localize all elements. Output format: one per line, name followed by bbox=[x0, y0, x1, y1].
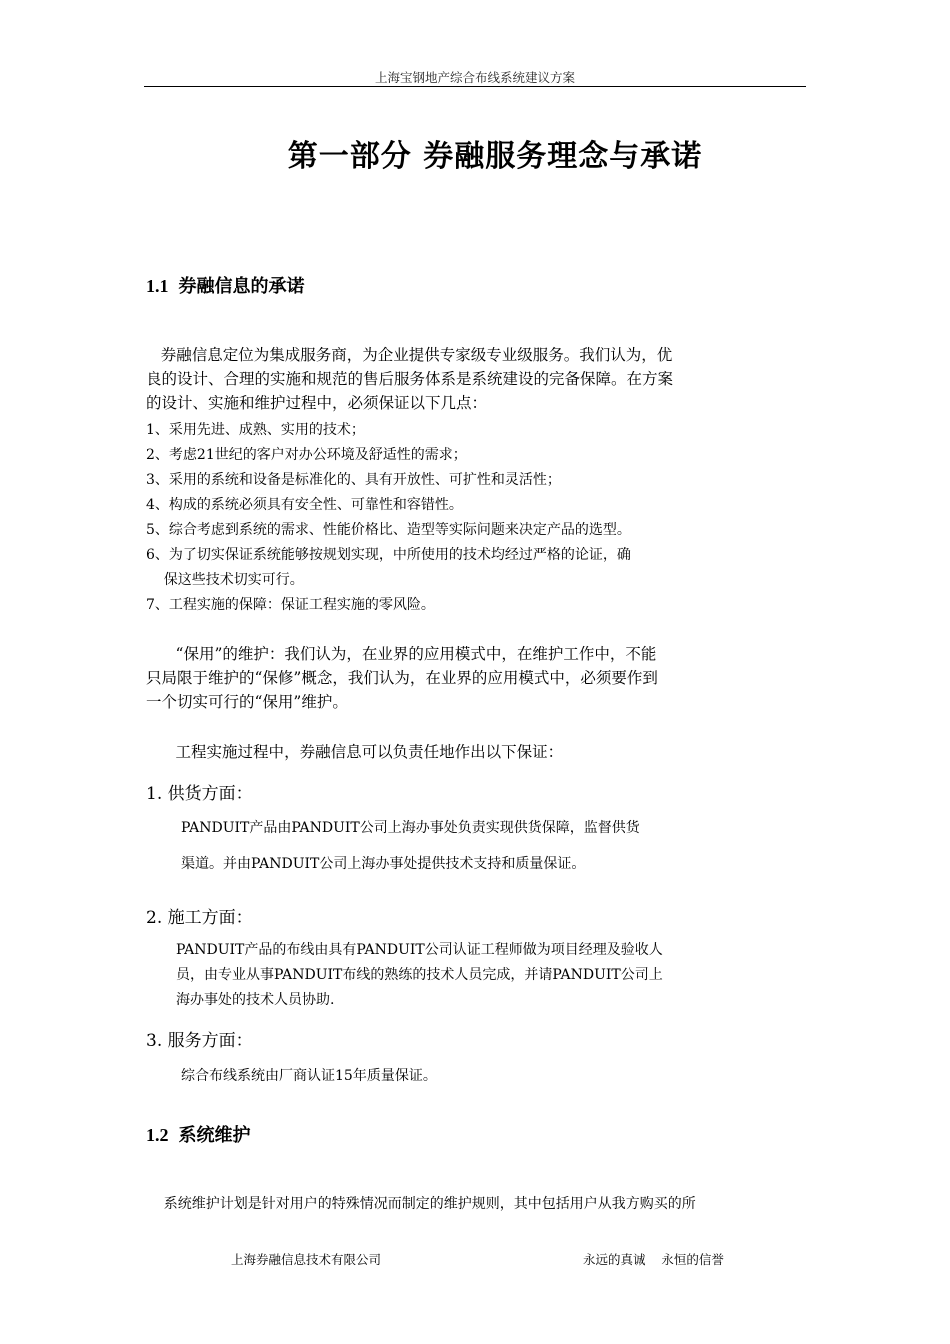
list-item: 7、工程实施的保障：保证工程实施的零风险。 bbox=[146, 597, 435, 613]
list-item: 1、采用先进、成熟、实用的技术； bbox=[146, 422, 365, 438]
section-2-title: 系统维护 bbox=[178, 1125, 251, 1146]
footer-slogan: 永远的真诚 永恒的信誉 bbox=[583, 1252, 724, 1267]
maintenance-line: 只局限于维护的“保修”概念，我们认为，在业界的应用模式中，必须要作到 bbox=[146, 669, 658, 687]
item-heading: 1. 供货方面： bbox=[146, 784, 253, 804]
intro-line: 券融信息定位为集成服务商，为企业提供专家级专业级服务。我们认为，优 bbox=[146, 346, 673, 364]
item-body-line: 渠道。并由PANDUIT公司上海办事处提供技术支持和质量保证。 bbox=[181, 856, 586, 872]
list-item: 3、采用的系统和设备是标准化的、具有开放性、可扩性和灵活性； bbox=[146, 472, 561, 488]
footer-company: 上海券融信息技术有限公司 bbox=[231, 1252, 382, 1267]
guarantee-intro: 工程实施过程中，券融信息可以负责任地作出以下保证： bbox=[146, 743, 564, 761]
section-2-number: 1.2 bbox=[146, 1125, 169, 1145]
maintenance-line: “保用”的维护：我们认为，在业界的应用模式中，在维护工作中，不能 bbox=[146, 645, 657, 663]
list-item: 2、考虑21世纪的客户对办公环境及舒适性的需求； bbox=[146, 447, 467, 463]
list-item: 4、构成的系统必须具有安全性、可靠性和容错性。 bbox=[146, 497, 463, 513]
item-body-line: PANDUIT产品的布线由具有PANDUIT公司认证工程师做为项目经理及验收人 bbox=[176, 942, 663, 958]
section-1-number: 1.1 bbox=[146, 276, 169, 296]
section-2-heading bbox=[146, 1121, 251, 1147]
section-2-text: 系统维护计划是针对用户的特殊情况而制定的维护规则，其中包括用户从我方购买的所 bbox=[146, 1196, 696, 1212]
part-title: 第一部分 券融服务理念与承诺 bbox=[287, 139, 703, 174]
maintenance-line: 一个切实可行的“保用”维护。 bbox=[146, 693, 348, 711]
item-body-line: 综合布线系统由厂商认证15年质量保证。 bbox=[181, 1068, 437, 1084]
item-body-line: 员，由专业从事PANDUIT布线的熟练的技术人员完成，并请PANDUIT公司上 bbox=[176, 967, 663, 983]
section-1-heading bbox=[146, 272, 305, 298]
intro-line: 的设计、实施和维护过程中，必须保证以下几点： bbox=[146, 394, 488, 412]
item-body-line: PANDUIT产品由PANDUIT公司上海办事处负责实现供货保障，监督供货 bbox=[181, 820, 640, 836]
list-item: 保这些技术切实可行。 bbox=[146, 572, 304, 588]
header-divider bbox=[144, 86, 806, 87]
item-heading: 3. 服务方面： bbox=[146, 1031, 253, 1051]
item-body-line: 海办事处的技术人员协助. bbox=[176, 992, 335, 1008]
list-item: 6、为了切实保证系统能够按规划实现，中所使用的技术均经过严格的论证，确 bbox=[146, 547, 631, 563]
header-title: 上海宝钢地产综合布线系统建议方案 bbox=[374, 70, 575, 85]
section-1-title: 券融信息的承诺 bbox=[178, 276, 305, 297]
intro-line: 良的设计、合理的实施和规范的售后服务体系是系统建设的完备保障。在方案 bbox=[146, 370, 674, 388]
list-item: 5、综合考虑到系统的需求、性能价格比、造型等实际问题来决定产品的选型。 bbox=[146, 522, 631, 538]
item-heading: 2. 施工方面： bbox=[146, 908, 253, 928]
